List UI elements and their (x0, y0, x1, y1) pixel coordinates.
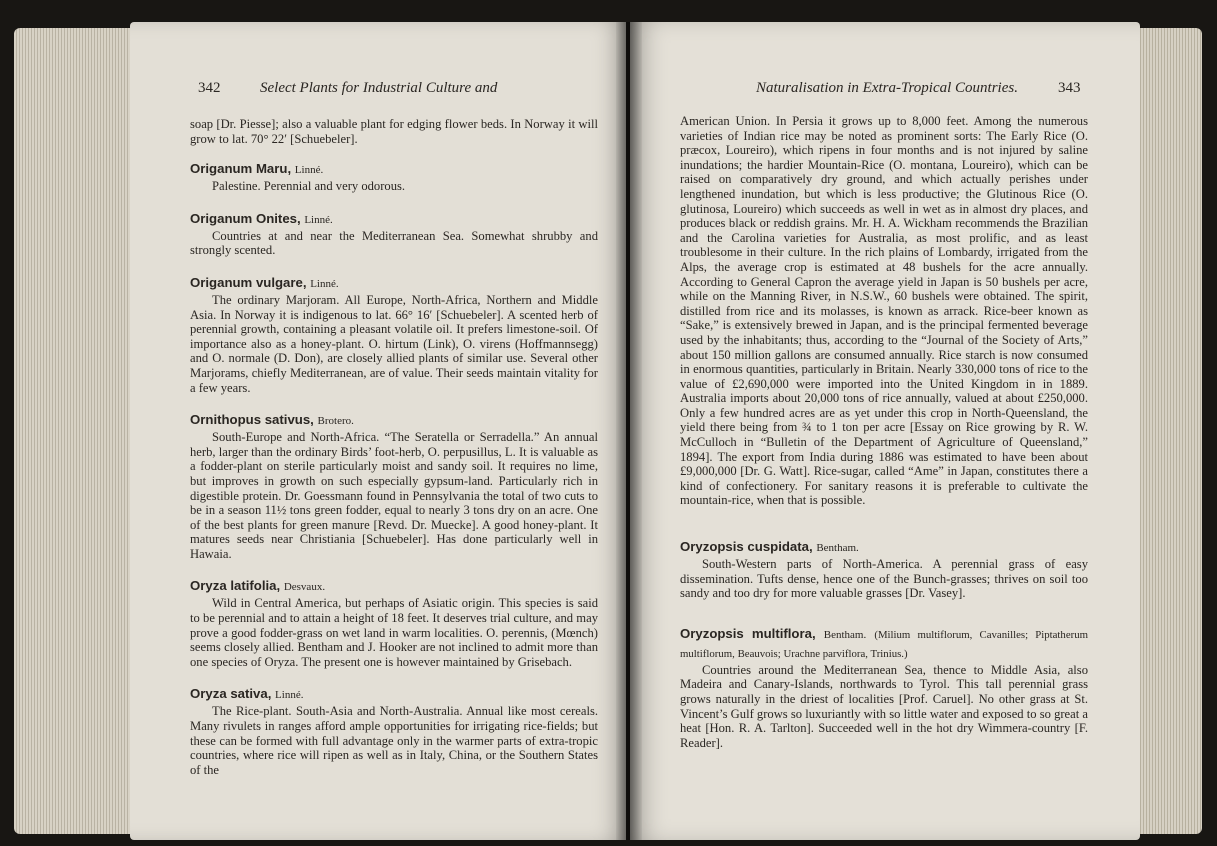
entry-heading: Ornithopus sativus, Brotero. (190, 412, 354, 428)
entry-heading: Origanum Onites, Linné. (190, 210, 333, 226)
entry-text: The ordinary Marjoram. All Europe, North-Africa, Northern and Middle Asia. In Norway it is indigenous to lat. 66° 16′ [Schuebeler]. A scented herb of perennial growth, containing a pleasant volatile oil. It prefers limestone-soil. Of importance also as a honey-plant. O. hirtum (Link), O. virens (Hoffmannsegg) and O. normale (D. Don), are closely allied plants of similar use. Several other Marjorams, chiefly Mediterranean, are of value. Their seeds maintain vitality for a few years. (190, 292, 598, 395)
entry-text: Wild in Central America, but perhaps of Asiatic origin. This species is said to be perennial and to attain a height of 18 feet. It deserves trial culture, and may prove a good fodder-grass on wet land in warm localities. O. perennis, (Mœnch) seems closely allied. Bentham and J. Hooker are not inclined to admit more than one species of Oryza. The present one is however maintained by Grisebach. (190, 596, 598, 669)
left-continuation: soap [Dr. Piesse]; also a valuable plant for edging flower beds. In Norway it will grow to lat. 70° 22′ [Schuebeler]. (190, 117, 598, 146)
left-page (130, 22, 626, 840)
entry-origanum-onites (190, 210, 598, 258)
left-page-number: 342 (198, 80, 221, 96)
entry-text: The Rice-plant. South-Asia and North-Australia. Annual like most cereals. Many rivulets in ranges afford ample opportunities for irrigating rice-fields; but these can be formed with full advantage only in the warmer parts of extra-tropic countries, where rice will ripen as well as in Italy, China, or the Southern States of the (190, 704, 598, 777)
left-running-title: Select Plants for Industrial Culture and (260, 80, 498, 96)
right-page-edges (1138, 28, 1202, 834)
entry-text: South-Western parts of North-America. A perennial grass of easy dissemination. Tufts dense, hence one of the Bunch-grasses; thrives on soil too sandy and too dry for more valuable grasses [Dr. Vasey]. (680, 557, 1088, 601)
entry-heading: Origanum vulgare, Linné. (190, 274, 339, 290)
entry-text: Countries at and near the Mediterranean Sea. Somewhat shrubby and strongly scented. (190, 228, 598, 258)
entry-oryzopsis-multiflora (680, 625, 1088, 751)
entry-oryza-latifolia (190, 577, 598, 669)
open-book (4, 4, 1213, 842)
left-page-edges (14, 28, 132, 834)
right-page-number: 343 (1058, 80, 1081, 96)
entry-heading: Oryzopsis multiflora, Bentham. (Milium multiflorum, Cavanilles; Piptatherum multiflorum, Beauvois; Urachne parviflora, Trinius.) (680, 625, 1089, 660)
entry-heading: Oryza sativa, Linné. (190, 686, 304, 702)
entry-synonyms: (Milium multiflorum, Cavanilles; Piptatherum multiflorum, Beauvois; Urachne parviflora, Trinius.) (680, 628, 1089, 660)
entry-ornithopus-sativus (190, 411, 598, 561)
right-continuation: American Union. In Persia it grows up to 8,000 feet. Among the numerous varieties of Indian rice may be noted as prominent sorts: The Early Rice (O. præcox, Loureiro), which ripens in four months and is not injured by saline inundations; the hardier Mountain-Rice (O. montana, Loureiro), which can be raised on comparatively dry ground, and which actually perishes under lengthened inundation, but which is less productive; the Glutinous Rice (O. glutinosa, Loureiro) which succeeds as well in wet as in almost dry places, and produces black or reddish grains. Mr. H. A. Wickham recommends the Brazilian and the Carolina varieties for Australia, as most prolific, and as least troublesome in their culture. In the rich plains of Lombardy, irrigated from the Alps, the average crop is estimated at 48 bushels for the acre annually. According to General Capron the average yield in Japan is 50 bushels per acre, while on the Manning River, in N.S.W., 60 bushels were obtained. The spirit, distilled from rice and its molasses, is known as arrack. Rice-beer known as “Sake,” is extensively brewed in Japan, and is the principal fermented beverage used by the inhabitants; thus, according to the “Journal of the Society of Arts,” about 150 million gallons are consumed annually. Rice starch is now consumed in enormous quantities, particularly in Britain. Nearly 330,000 tons of rice to the value of £2,690,000 were imported into the United Kingdom in in 1889. Australia imports about 20,000 tons of rice annually, valued at about £250,000. Only a few hundred acres are as yet under this crop in North-Queensland, the yield there being from ¾ to 1 ton per acre [Essay on Rice growing by R. W. McCulloch in “Bulletin of the Department of Agriculture of Queensland,” 1894]. The export from India during 1886 was estimated to have been about £9,000,000 [Dr. G. Watt]. Rice-sugar, called “Ame” in Japan, constitutes there a kind of confectionery. For sanitary reasons it is preferable to cultivate the mountain-rice, when that is possible. (680, 114, 1088, 508)
entry-text: Countries around the Mediterranean Sea, thence to Middle Asia, also Madeira and Canary-Islands, northwards to Tyrol. This tall perennial grass grows naturally in the driest of localities [Prof. Caruel]. No other grass at St. Vincent’s Gulf grows so luxuriantly with so little water and exposed to so great a heat [Hon. R. A. Tarlton]. Succeeded well in the hot dry Wimmera-country [F. Reader]. (680, 662, 1088, 750)
entry-heading: Origanum Maru, Linné. (190, 161, 324, 177)
entry-origanum-maru (190, 160, 598, 194)
entry-text: South-Europe and North-Africa. “The Seratella or Serradella.” An annual herb, larger than the ordinary Birds’ foot-herb, O. perpusillus, L. It is valuable as a fodder-plant on sterile particularly moist and sandy soil. It requires no lime, but improves in growth on such especially gypsum-land. Particularly rich in digestible protein. Dr. Goessmann found in Pennsylvania the total of two cuts to be in a season 11½ tons green fodder, equal to nearly 3 tons dry on an acre. One of the best plants for green manure [Revd. Dr. Muecke]. A good honey-plant. It matures seeds near Christiania [Schuebeler]. Has done particularly well in Hawaia. (190, 430, 598, 561)
entry-origanum-vulgare (190, 274, 598, 395)
entry-heading: Oryza latifolia, Desvaux. (190, 578, 326, 594)
entry-oryzopsis-cuspidata (680, 538, 1088, 601)
right-running-title: Naturalisation in Extra-Tropical Countries. (756, 80, 1018, 96)
left-text-column (190, 117, 598, 777)
entry-heading: Oryzopsis cuspidata, Bentham. (680, 539, 859, 555)
entry-oryza-sativa (190, 685, 598, 777)
entry-text: Palestine. Perennial and very odorous. (212, 179, 406, 194)
book-gutter (616, 22, 642, 840)
right-text-column (680, 114, 1088, 750)
right-page (630, 22, 1140, 840)
